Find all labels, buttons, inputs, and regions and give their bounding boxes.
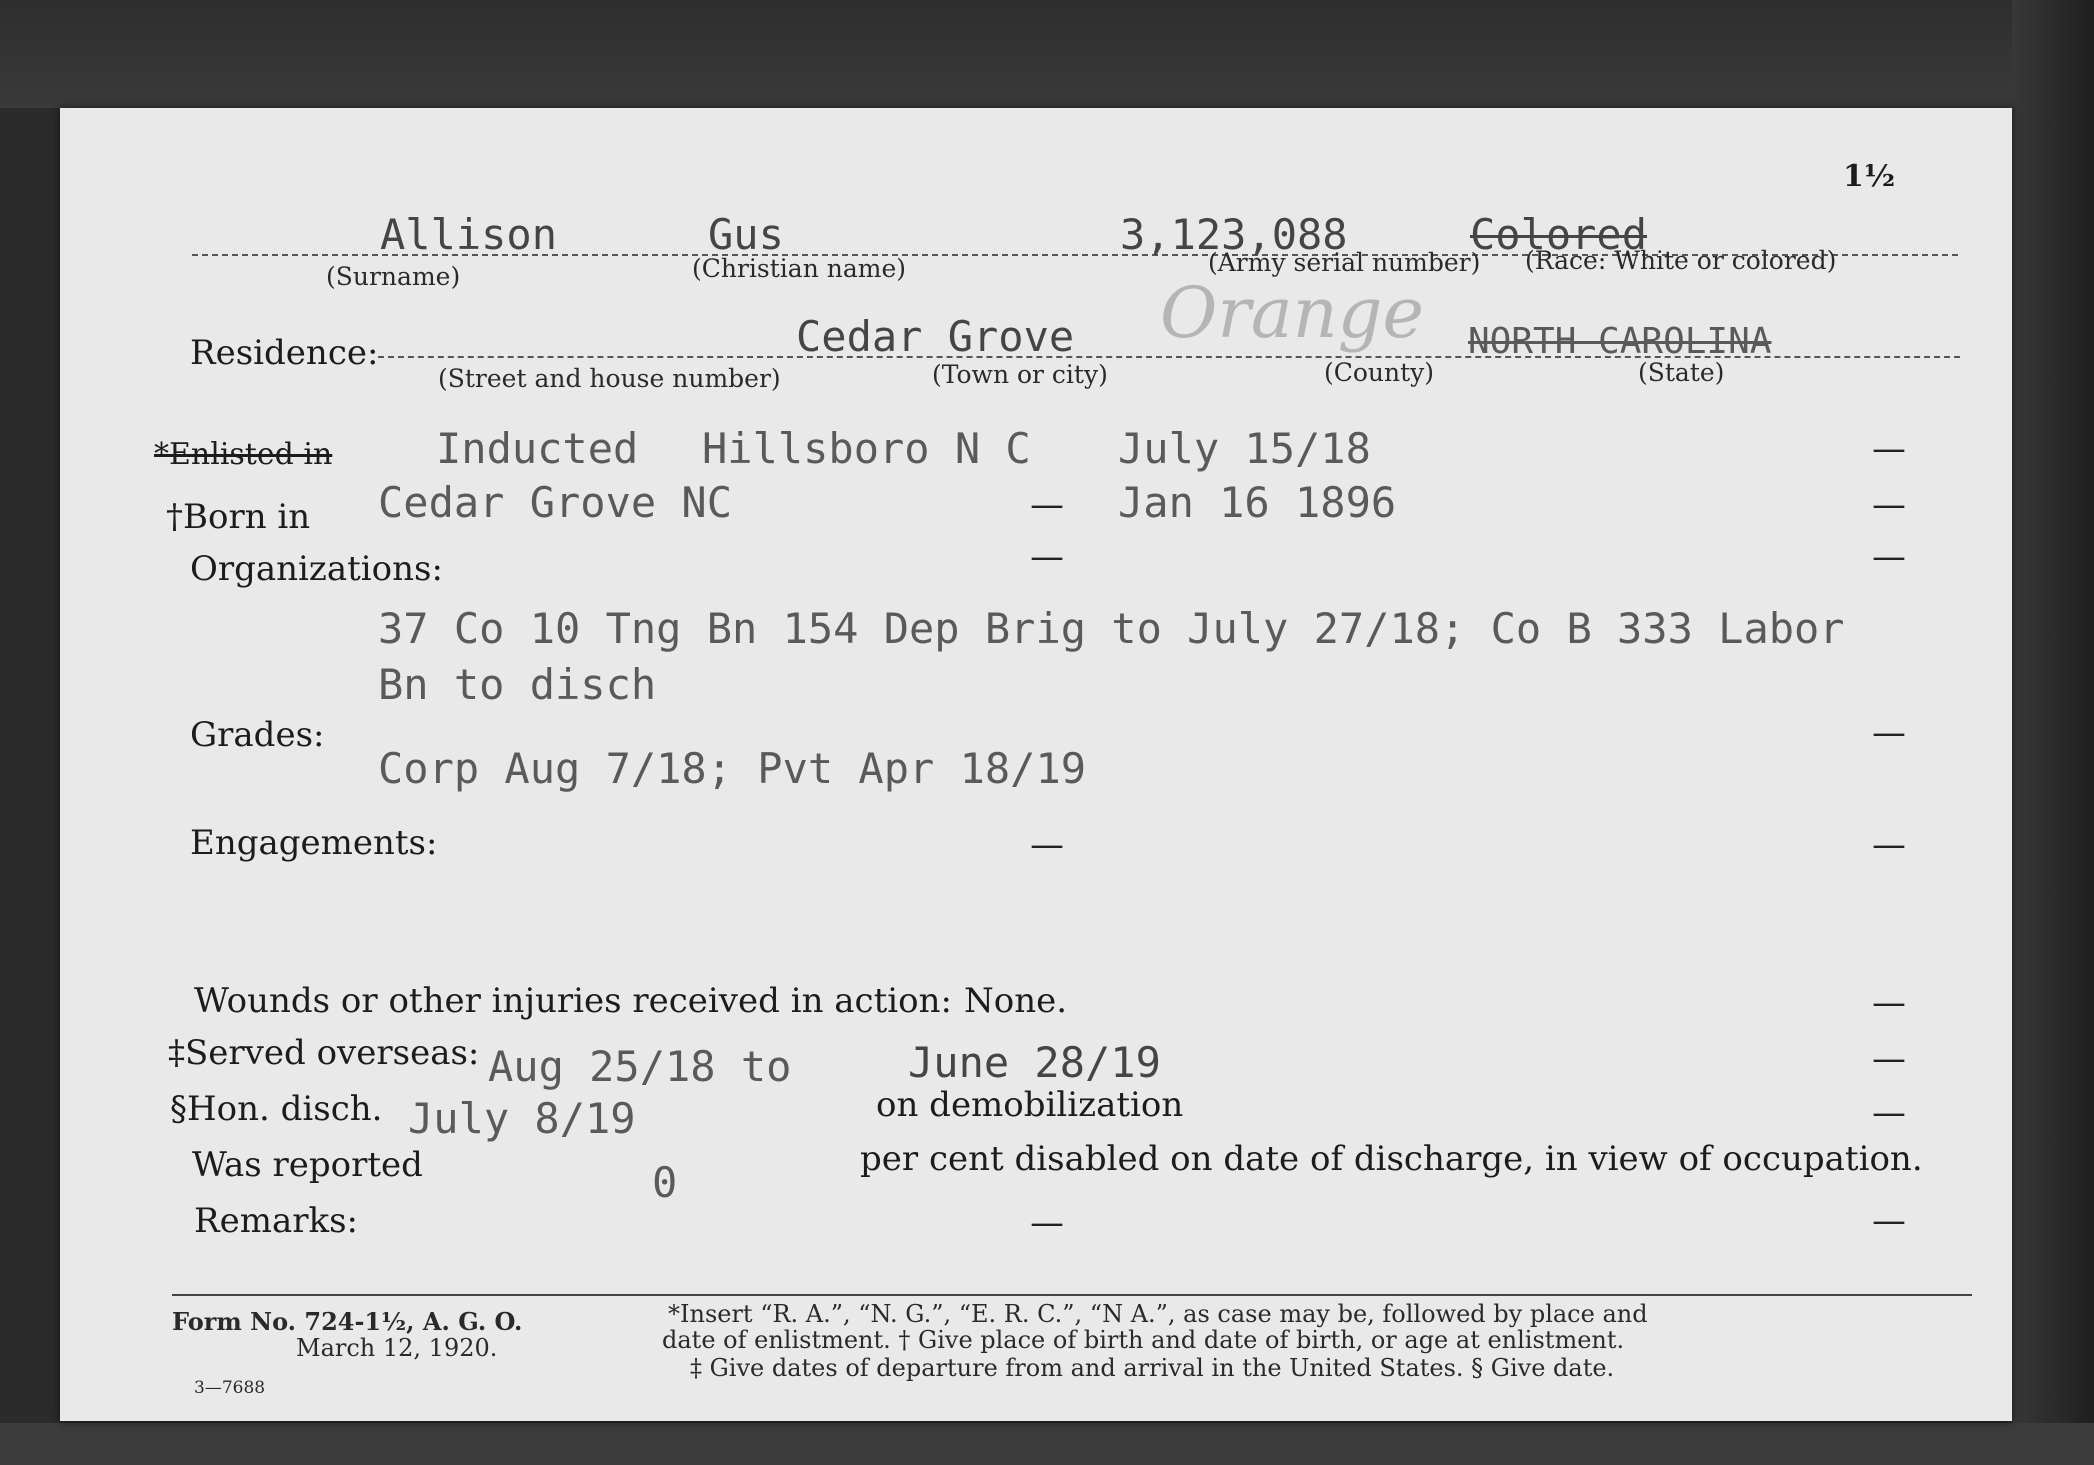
form-number: Form No. 724-1½, A. G. O.: [172, 1307, 523, 1336]
enlisted-type-value: Inducted: [436, 424, 639, 473]
overseas-label: ‡Served overseas:: [168, 1033, 480, 1073]
enlisted-place-value: Hillsboro N C: [702, 424, 1031, 473]
born-mid-dash: —: [1030, 485, 1064, 525]
engagements-label: Engagements:: [190, 823, 438, 863]
organizations-line1: 37 Co 10 Tng Bn 154 Dep Brig to July 27/18; Co B 333 Labor: [378, 604, 1845, 653]
organizations-line2: Bn to disch: [378, 660, 657, 709]
service-record-card: [60, 108, 2012, 1421]
discharge-label: §Hon. disch.: [170, 1089, 383, 1129]
overseas-dash: —: [1872, 1039, 1906, 1079]
engagements-dash: —: [1872, 825, 1906, 865]
discharge-dash: —: [1872, 1093, 1906, 1133]
race-caption: (Race: White or colored): [1525, 246, 1837, 275]
form-date: March 12, 1920.: [296, 1334, 498, 1362]
state-caption: (State): [1638, 358, 1725, 387]
christian-name-value: Gus: [708, 210, 784, 259]
footnote-line2: date of enlistment. † Give place of birth and date of birth, or age at enlistment.: [662, 1326, 1625, 1354]
residence-town-value: Cedar Grove: [796, 312, 1075, 361]
footer-rule: [172, 1294, 1972, 1296]
grades-label: Grades:: [190, 715, 325, 755]
discharge-note: on demobilization: [876, 1085, 1184, 1125]
organizations-dash: —: [1872, 537, 1906, 577]
discharge-date-value: July 8/19: [408, 1094, 636, 1143]
organizations-mid-dash: —: [1030, 537, 1064, 577]
wounds-label: Wounds or other injuries received in action:: [194, 981, 952, 1021]
born-label: †Born in: [166, 497, 311, 537]
print-code: 3—7688: [194, 1378, 266, 1398]
born-date-value: Jan 16 1896: [1118, 478, 1397, 527]
christian-name-caption: (Christian name): [692, 254, 907, 283]
county-handwritten: Orange: [1160, 272, 1424, 354]
born-dash: —: [1872, 485, 1906, 525]
reported-label: Was reported: [192, 1145, 423, 1185]
remarks-label: Remarks:: [194, 1201, 358, 1241]
county-caption: (County): [1324, 358, 1435, 387]
residence-state-value: NORTH CAROLINA: [1468, 321, 1772, 362]
enlisted-date-value: July 15/18: [1118, 424, 1371, 473]
overseas-to-value: June 28/19: [908, 1038, 1161, 1087]
disabled-text: per cent disabled on date of discharge, in view of occupation.: [860, 1139, 1923, 1179]
grades-value: Corp Aug 7/18; Pvt Apr 18/19: [378, 744, 1087, 793]
serial-caption: (Army serial number): [1208, 248, 1481, 277]
engagements-mid-dash: —: [1030, 825, 1064, 865]
grades-dash: —: [1872, 713, 1906, 753]
wounds-dash: —: [1872, 983, 1906, 1023]
background-top: [0, 0, 2094, 108]
footnote-line3: ‡ Give dates of departure from and arrival in the United States. § Give date.: [690, 1354, 1615, 1382]
overseas-from-value: Aug 25/18 to: [488, 1042, 792, 1091]
enlisted-dash: —: [1872, 429, 1906, 469]
remarks-dash: —: [1872, 1201, 1906, 1241]
background-bottom: [0, 1423, 2094, 1465]
surname-value: Allison: [380, 210, 558, 259]
surname-caption: (Surname): [326, 262, 461, 291]
born-place-value: Cedar Grove NC: [378, 478, 733, 527]
background-right: [2012, 0, 2094, 1465]
reported-value: 0: [652, 1158, 678, 1207]
town-caption: (Town or city): [932, 360, 1108, 389]
enlisted-label: *Enlisted in: [154, 437, 333, 472]
remarks-mid-dash: —: [1030, 1203, 1064, 1243]
wounds-value: None.: [964, 981, 1068, 1021]
organizations-label: Organizations:: [190, 549, 443, 589]
serial-number-value: 3,123,088: [1120, 210, 1348, 259]
residence-label: Residence:: [190, 333, 379, 373]
card-fraction: 1½: [1843, 159, 1896, 194]
race-value: Colored: [1470, 210, 1648, 259]
footnote-line1: *Insert “R. A.”, “N. G.”, “E. R. C.”, “N A.”, as case may be, followed by place and: [668, 1300, 1648, 1328]
street-caption: (Street and house number): [438, 364, 781, 393]
